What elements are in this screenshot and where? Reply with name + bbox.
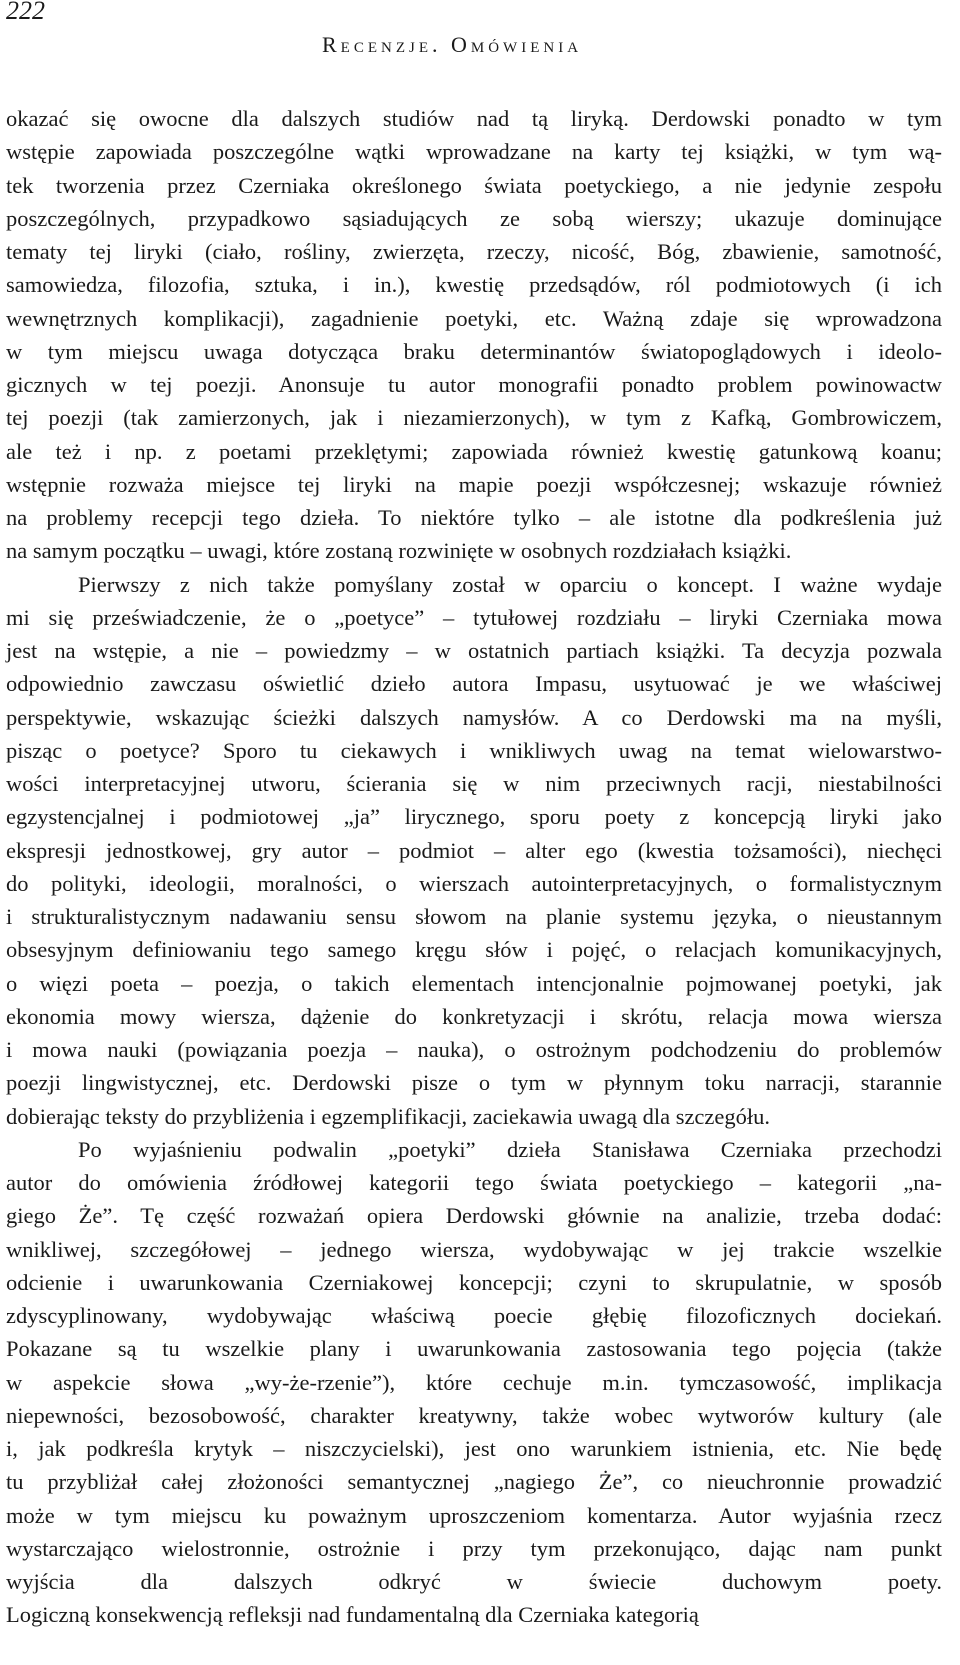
text-line: perspektywie, wskazując ścieżki dalszych namysłów. A co Derdowski ma na myśli, (6, 704, 942, 730)
text-line: wstępie zapowiada poszczególne wątki wprowadzane na karty tej książki, w tym wą- (6, 139, 942, 165)
text-line: Po wyjaśnieniu podwalin „poetyki” dzieła Stanisława Czerniaka przechodzi (78, 1136, 942, 1162)
text-line: odcienie i uwarunkowania Czerniakowej koncepcji; czyni to skrupulatnie, w sposób (6, 1269, 942, 1295)
text-line: odpowiednio zawczasu oświetlić dzieło autora Impasu, usytuować je we właściwej (6, 671, 942, 697)
text-line: egzystencjalnej i podmiotowej „ja” lirycznego, sporu poety z koncepcją liryki jako (6, 804, 942, 830)
text-line: niepewności, bezosobowość, charakter kreatywny, także wobec wytworów kultury (ale (6, 1402, 942, 1428)
body-text (6, 102, 942, 1665)
text-line: wstępnie rozważa miejsce tej liryki na mapie poezji współczesnej; wskazuje również (6, 471, 942, 497)
text-line: autor do omówienia źródłowej kategorii tego świata poetyckiego – kategorii „na- (6, 1170, 942, 1195)
text-line: ekonomia mowy wiersza, dążenie do konkretyzacji i skrótu, relacja mowa wiersza (6, 1003, 942, 1029)
page-number: 222 (6, 0, 45, 25)
text-line: poezji lingwistycznej, etc. Derdowski pisze o tym w płynnym toku narracji, starannie (6, 1070, 942, 1096)
text-line: tej poezji (tak zamierzonych, jak i niezamierzonych), w tym z Kafką, Gombrowiczem, (6, 405, 942, 431)
text-line: i, jak podkreśla krytyk – niszczycielski), jest ono warunkiem istnienia, etc. Nie będę (6, 1436, 942, 1461)
text-line: samowiedza, filozofia, sztuka, i in.), kwestię przedsądów, ról podmiotowych (i ich (6, 272, 942, 298)
text-line: mi się przeświadczenie, że o „poetyce” – tytułowej rozdziału – liryki Czerniaka mowa (6, 604, 942, 630)
text-line: obsesyjnym definiowaniu tego samego kręgu słów i pojęć, o relacjach komunikacyjnych, (6, 937, 942, 963)
text-line: tu przybliżał całej złożoności semantycznej „nagiego Że”, co nieuchronnie prowadzić (6, 1469, 942, 1495)
text-line: wnikliwej, szczegółowej – jednego wiersza, wydobywając w jej trakcie wszelkie (6, 1236, 942, 1262)
text-line: Pokazane są tu wszelkie plany i uwarunkowania zastosowania tego pojęcia (także (6, 1336, 942, 1362)
text-line: tematy tej liryki (ciało, rośliny, zwierzęta, rzeczy, nicość, Bóg, zbawienie, samotność, (6, 239, 942, 264)
text-line: na problemy recepcji tego dzieła. To niektóre tylko – ale istotne dla podkreślenia już (6, 505, 942, 530)
text-line (6, 1632, 942, 1665)
text-line: i mowa nauki (powiązania poezja – nauka), o ostrożnym podchodzeniu do problemów (6, 1037, 942, 1062)
text-line: ekspresji jednostkowej, gry autor – podmiot – alter ego (kwestia tożsamości), niechęci (6, 837, 942, 863)
text-line: jest na wstępie, a nie – powiedzmy – w ostatnich partiach książki. Ta decyzja pozwala (6, 638, 942, 663)
text-line: wystarczająco wielostronnie, ostrożnie i przy tym przekonująco, dając nam punkt (6, 1535, 942, 1561)
text-line: do polityki, ideologii, moralności, o wierszach autointerpretacyjnych, o formalistycznym (6, 870, 942, 896)
text-line: tek tworzenia przez Czerniaka określonego świata poetyckiego, a nie jedynie zespołu (6, 172, 942, 198)
text-line: poszczególnych, przypadkowo sąsiadujących ze sobą wierszy; ukazuje dominujące (6, 205, 942, 231)
text-line: w tym miejscu uwaga dotycząca braku determinantów światopoglądowych i ideolo- (6, 338, 942, 364)
text-line: zdyscyplinowany, wydobywając właściwą poecie głębię filozoficznych dociekań. (6, 1303, 942, 1328)
running-head: Recenzje. Omówienia (322, 32, 583, 57)
text-line: dobierając teksty do przybliżenia i egzemplifikacji, zaciekawia uwagą dla szczegółu. (6, 1103, 771, 1129)
text-line: może w tym miejscu ku poważnym uproszczeniom komentarza. Autor wyjaśnia rzecz (6, 1502, 942, 1528)
text-line: Pierwszy z nich także pomyślany został w oparciu o koncept. I ważne wydaje (78, 571, 942, 597)
text-line: i strukturalistycznym nadawaniu sensu słowom na planie systemu języka, o nieustannym (6, 904, 942, 929)
text-line: wości interpretacyjnej utworu, ścierania się w nim przeciwnych racji, niestabilności (6, 771, 942, 796)
text-line: na samym początku – uwagi, które zostaną rozwinięte w osobnych rozdziałach książki. (6, 538, 792, 564)
text-line: gicznych w tej poezji. Anonsuje tu autor monografii ponadto problem powinowactw (6, 372, 942, 397)
text-line: wyjścia dla dalszych odkryć w świecie duchowym poety. (6, 1569, 942, 1594)
text-line: o więzi poeta – poezja, o takich elementach intencjonalnie pojmowanej poetyki, jak (6, 970, 942, 996)
text-line: w aspekcie słowa „wy-że-rzenie”), które cechuje m.in. tymczasowość, implikacja (6, 1369, 942, 1395)
text-line: okazać się owocne dla dalszych studiów nad tą liryką. Derdowski ponadto w tym (6, 106, 942, 131)
text-line: Logiczną konsekwencją refleksji nad fundamentalną dla Czerniaka kategorią (6, 1602, 699, 1628)
text-line: wewnętrznych komplikacji), zagadnienie poetyki, etc. Ważną zdaje się wprowadzona (6, 305, 942, 331)
text-line: giego Że”. Tę część rozważań opiera Derdowski głównie na analizie, trzeba dodać: (6, 1203, 942, 1229)
text-line: pisząc o poetyce? Sporo tu ciekawych i wnikliwych uwag na temat wielowarstwo- (6, 737, 942, 763)
text-line: ale też i np. z poetami przeklętymi; zapowiada również kwestię gatunkową koanu; (6, 438, 942, 464)
